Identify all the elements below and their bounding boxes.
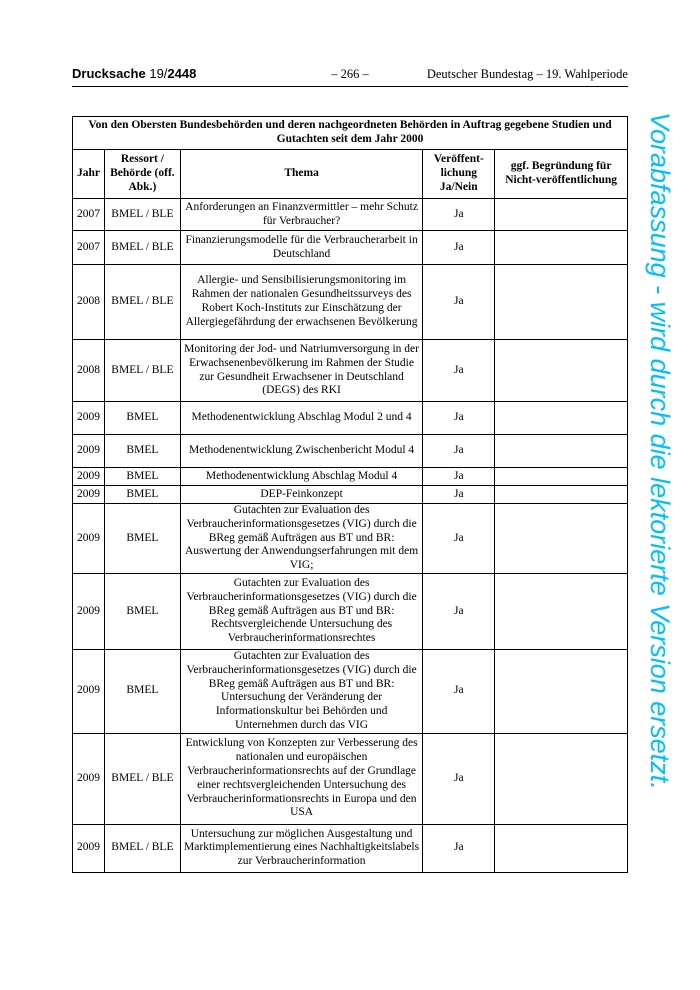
year-cell: 2009	[73, 504, 105, 574]
publication-cell: Ja	[423, 573, 495, 649]
thema-cell: Entwicklung von Konzepten zur Verbesserung des nationalen und europäischen Verbraucherinformationsrechts auf der Grundlage einer rechtsvergleichenden Untersuchung des Verbraucherinformationsrechts in Europa und den USA	[180, 733, 423, 824]
year-cell: 2007	[73, 231, 105, 265]
publication-cell: Ja	[423, 402, 495, 435]
year-cell: 2009	[73, 733, 105, 824]
draft-watermark: Vorabfassung - wird durch die lektorierte Version ersetzt.	[645, 112, 675, 790]
reason-cell	[495, 486, 628, 504]
reason-cell	[495, 402, 628, 435]
year-cell: 2009	[73, 435, 105, 468]
ressort-cell: BMEL	[104, 649, 180, 733]
year-cell: 2008	[73, 265, 105, 340]
reason-cell	[495, 468, 628, 486]
column-header: Thema	[180, 150, 423, 199]
publisher: Deutscher Bundestag – 19. Wahlperiode	[426, 67, 628, 81]
thema-cell: Methodenentwicklung Abschlag Modul 2 und 4	[180, 402, 423, 435]
table-row	[73, 402, 628, 435]
ressort-cell: BMEL	[104, 402, 180, 435]
publication-cell: Ja	[423, 486, 495, 504]
reason-cell	[495, 733, 628, 824]
table-row	[73, 486, 628, 504]
publication-cell: Ja	[423, 435, 495, 468]
ressort-cell: BMEL	[104, 435, 180, 468]
page-header	[72, 66, 628, 87]
ressort-cell: BMEL / BLE	[104, 733, 180, 824]
thema-cell: DEP-Feinkonzept	[180, 486, 423, 504]
ressort-cell: BMEL	[104, 573, 180, 649]
year-cell: 2007	[73, 199, 105, 231]
thema-cell: Monitoring der Jod- und Natriumversorgung in der Erwachsenenbevölkerung im Rahmen der Studie zur Gesundheit Erwachsener in Deutschland (DEGS) des RKI	[180, 340, 423, 402]
thema-cell: Allergie- und Sensibilisierungsmonitoring im Rahmen der nationalen Gesundheitssurveys des Robert Koch-Instituts zur Einschätzung der Allergiegefährdung der erwachsenen Bevölkerung	[180, 265, 423, 340]
reason-cell	[495, 435, 628, 468]
table-row	[73, 340, 628, 402]
reason-cell	[495, 340, 628, 402]
table-row	[73, 573, 628, 649]
table-row	[73, 649, 628, 733]
table-row	[73, 199, 628, 231]
year-cell: 2009	[73, 402, 105, 435]
table-row	[73, 435, 628, 468]
reason-cell	[495, 265, 628, 340]
publication-cell: Ja	[423, 231, 495, 265]
table-caption: Von den Obersten Bundesbehörden und deren nachgeordneten Behörden in Auftrag gegebene Studien und Gutachten seit dem Jahr 2000	[73, 117, 628, 150]
reason-cell	[495, 824, 628, 872]
thema-cell: Methodenentwicklung Abschlag Modul 4	[180, 468, 423, 486]
ressort-cell: BMEL	[104, 486, 180, 504]
studies-table	[72, 116, 628, 873]
publication-cell: Ja	[423, 504, 495, 574]
ressort-cell: BMEL / BLE	[104, 231, 180, 265]
reason-cell	[495, 573, 628, 649]
ressort-cell: BMEL	[104, 504, 180, 574]
ressort-cell: BMEL	[104, 468, 180, 486]
publication-cell: Ja	[423, 649, 495, 733]
ressort-cell: BMEL / BLE	[104, 824, 180, 872]
reason-cell	[495, 199, 628, 231]
thema-cell: Finanzierungsmodelle für die Verbraucherarbeit in Deutschland	[180, 231, 423, 265]
ressort-cell: BMEL / BLE	[104, 265, 180, 340]
thema-cell: Untersuchung zur möglichen Ausgestaltung und Marktimplementierung eines Nachhaltigkeitslabels zur Verbraucherinformation	[180, 824, 423, 872]
publication-cell: Ja	[423, 733, 495, 824]
year-cell: 2009	[73, 824, 105, 872]
table-row	[73, 468, 628, 486]
reason-cell	[495, 504, 628, 574]
publication-cell: Ja	[423, 340, 495, 402]
reason-cell	[495, 649, 628, 733]
year-cell: 2008	[73, 340, 105, 402]
thema-cell: Anforderungen an Finanzvermittler – mehr Schutz für Verbraucher?	[180, 199, 423, 231]
page-number: – 266 –	[331, 67, 369, 81]
column-header: ggf. Begründung für Nicht-veröffentlichung	[495, 150, 628, 199]
table-row	[73, 733, 628, 824]
table-row	[73, 265, 628, 340]
table-row	[73, 504, 628, 574]
document-number: Drucksache 19/2448	[72, 66, 197, 81]
thema-cell: Methodenentwicklung Zwischenbericht Modul 4	[180, 435, 423, 468]
thema-cell: Gutachten zur Evaluation des Verbraucherinformationsgesetzes (VIG) durch die BReg gemäß Aufträgen aus BT und BR: Untersuchung der Veränderung der Informationskultur bei Behörden und Unternehmen durch das VIG	[180, 649, 423, 733]
ressort-cell: BMEL / BLE	[104, 340, 180, 402]
table-header-row	[73, 150, 628, 199]
publication-cell: Ja	[423, 468, 495, 486]
thema-cell: Gutachten zur Evaluation des Verbraucherinformationsgesetzes (VIG) durch die BReg gemäß Aufträgen aus BT und BR: Rechtsvergleichende Untersuchung des Verbraucherinformationsrechtes	[180, 573, 423, 649]
year-cell: 2009	[73, 486, 105, 504]
table-row	[73, 231, 628, 265]
year-cell: 2009	[73, 649, 105, 733]
year-cell: 2009	[73, 573, 105, 649]
column-header: Ressort / Behörde (off. Abk.)	[104, 150, 180, 199]
publication-cell: Ja	[423, 265, 495, 340]
column-header: Veröffent-lichung Ja/Nein	[423, 150, 495, 199]
ressort-cell: BMEL / BLE	[104, 199, 180, 231]
year-cell: 2009	[73, 468, 105, 486]
publication-cell: Ja	[423, 199, 495, 231]
thema-cell: Gutachten zur Evaluation des Verbraucherinformationsgesetzes (VIG) durch die BReg gemäß Aufträgen aus BT und BR: Auswertung der Anwendungserfahrungen mit dem VIG;	[180, 504, 423, 574]
reason-cell	[495, 231, 628, 265]
column-header: Jahr	[73, 150, 105, 199]
publication-cell: Ja	[423, 824, 495, 872]
table-row	[73, 824, 628, 872]
